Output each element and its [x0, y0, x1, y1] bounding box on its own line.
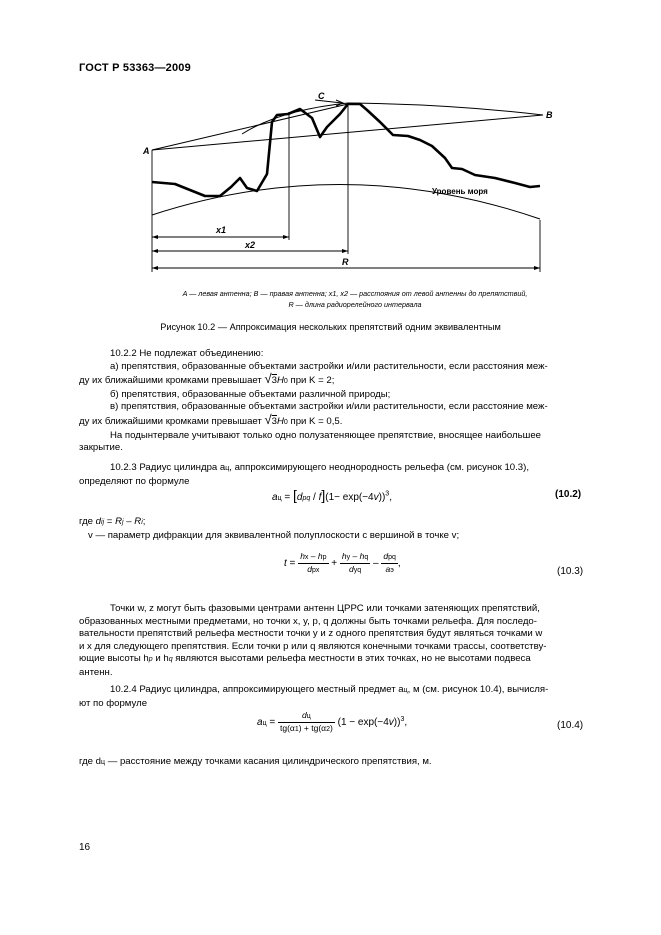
where-v: v — параметр дифракции для эквивалентной полуплоскости с вершиной в точке v;	[88, 529, 460, 541]
label-a: A	[143, 146, 150, 156]
label-sea-level: Уровень моря	[432, 187, 488, 196]
where-d-c: где dц — расстояние между точками касания цилиндрического препятствия, м.	[79, 756, 432, 767]
formula-10-3: t = $\frac{hx - hp}{\text{dpx}}$ + $\frac{hy - hq}{\text{dyq}}$ – $\frac{\text{dpq}}{aэ}$ ,	[284, 551, 401, 574]
page-number: 16	[79, 842, 91, 853]
item-a-line-1: а) препятствия, образованные объектами застройки и/или растительности, если расстояния меж-	[110, 360, 548, 372]
item-a-line-2: ду их ближайшими кромками превышает √3H0 при K = 2;	[79, 371, 335, 387]
label-x2: x2	[245, 240, 256, 250]
label-x1: x1	[216, 225, 227, 235]
legend-line-2: R — длина радиорелейного интервала	[288, 300, 422, 309]
label-b: B	[546, 110, 553, 120]
item-c-line-2: ду их ближайшими кромками превышает √3H0 при K = 0,5.	[79, 411, 343, 427]
label-c: C	[318, 91, 325, 101]
where-d-ij: где dij = Rj – Ri;	[79, 516, 146, 527]
obstacle-diagram	[130, 82, 560, 282]
section-10-2-2-heading: 10.2.2 Не подлежат объединению:	[110, 348, 264, 359]
item-b: б) препятствия, образованные объектами различной природы;	[110, 388, 391, 400]
formula-10-2: aц = $[dpq / f](1- \exp(-4v))^3$,	[272, 487, 392, 503]
sqrt3-h0-a: √3H0	[264, 371, 288, 387]
where-block-10-2	[79, 516, 586, 542]
formula-10-3-number: (10.3)	[557, 566, 584, 577]
figure-10-2	[130, 82, 560, 282]
section-10-2-3-line-2: определяют по формуле	[79, 475, 190, 487]
formula-10-2-number: (10.2)	[555, 489, 582, 500]
item-c-line-1: в) препятствия, образованные объектами застройки и/или растительности, если расстояние меж-	[110, 401, 548, 413]
line-a-b	[152, 115, 543, 150]
subinterval-line-2: закрытие.	[79, 442, 123, 454]
terrain-profile	[152, 104, 540, 196]
label-r: R	[342, 257, 349, 267]
section-10-2-4: 10.2.4 Радиус цилиндра, аппроксимирующего местный предмет aц, м (см. рисунок 10.4), вычисля- ют по формуле	[79, 684, 549, 709]
subinterval-line-1: На подынтервале учитывают только одно полузатеняющее препятствие, вносящее наибольшее	[110, 429, 542, 441]
formula-10-4: aц = $\frac{dц}{tg(\alpha 1) + tg(\alpha 2)}$ $(1 - \exp(-4v))^3$,	[257, 710, 408, 733]
points-paragraph: Точки w, z могут быть фазовыми центрами антенн ЦРРС или точками затеняющих препятствий, образованных местными предметами, но точки x, y, p, q должны быть точками рельефа. Для последо- вательности препятствий рельефа местности точки y и z одного препятствия будут являться точками w и x для следующего препятствия. Если точки p или q являются конечными точками трассы, соответству- ющие высоты hp и hq являются высотами рельефа местности в этих точках, но не высотами подвеса антенн.	[79, 603, 547, 678]
section-10-2-3-line-1: 10.2.3 Радиус цилиндра aц, аппроксимирующего неоднородность рельефа (см. рисунок 10.3),	[110, 462, 529, 473]
figure-title: Рисунок 10.2 — Аппроксимация нескольких препятствий одним эквивалентным	[160, 322, 501, 332]
section-10-2-2	[79, 348, 586, 455]
sqrt3-h0-c: √3H0	[264, 411, 288, 427]
formula-10-4-number: (10.4)	[557, 720, 584, 731]
figure-legend	[145, 288, 565, 310]
document-header: ГОСТ Р 53363—2009	[79, 62, 191, 74]
section-10-2-3	[79, 462, 586, 488]
line-a-c	[152, 104, 348, 150]
legend-line-1: A — левая антенна; B — правая антенна; x1, x2 — расстояния от левой антенны до препятствий,	[182, 289, 528, 298]
